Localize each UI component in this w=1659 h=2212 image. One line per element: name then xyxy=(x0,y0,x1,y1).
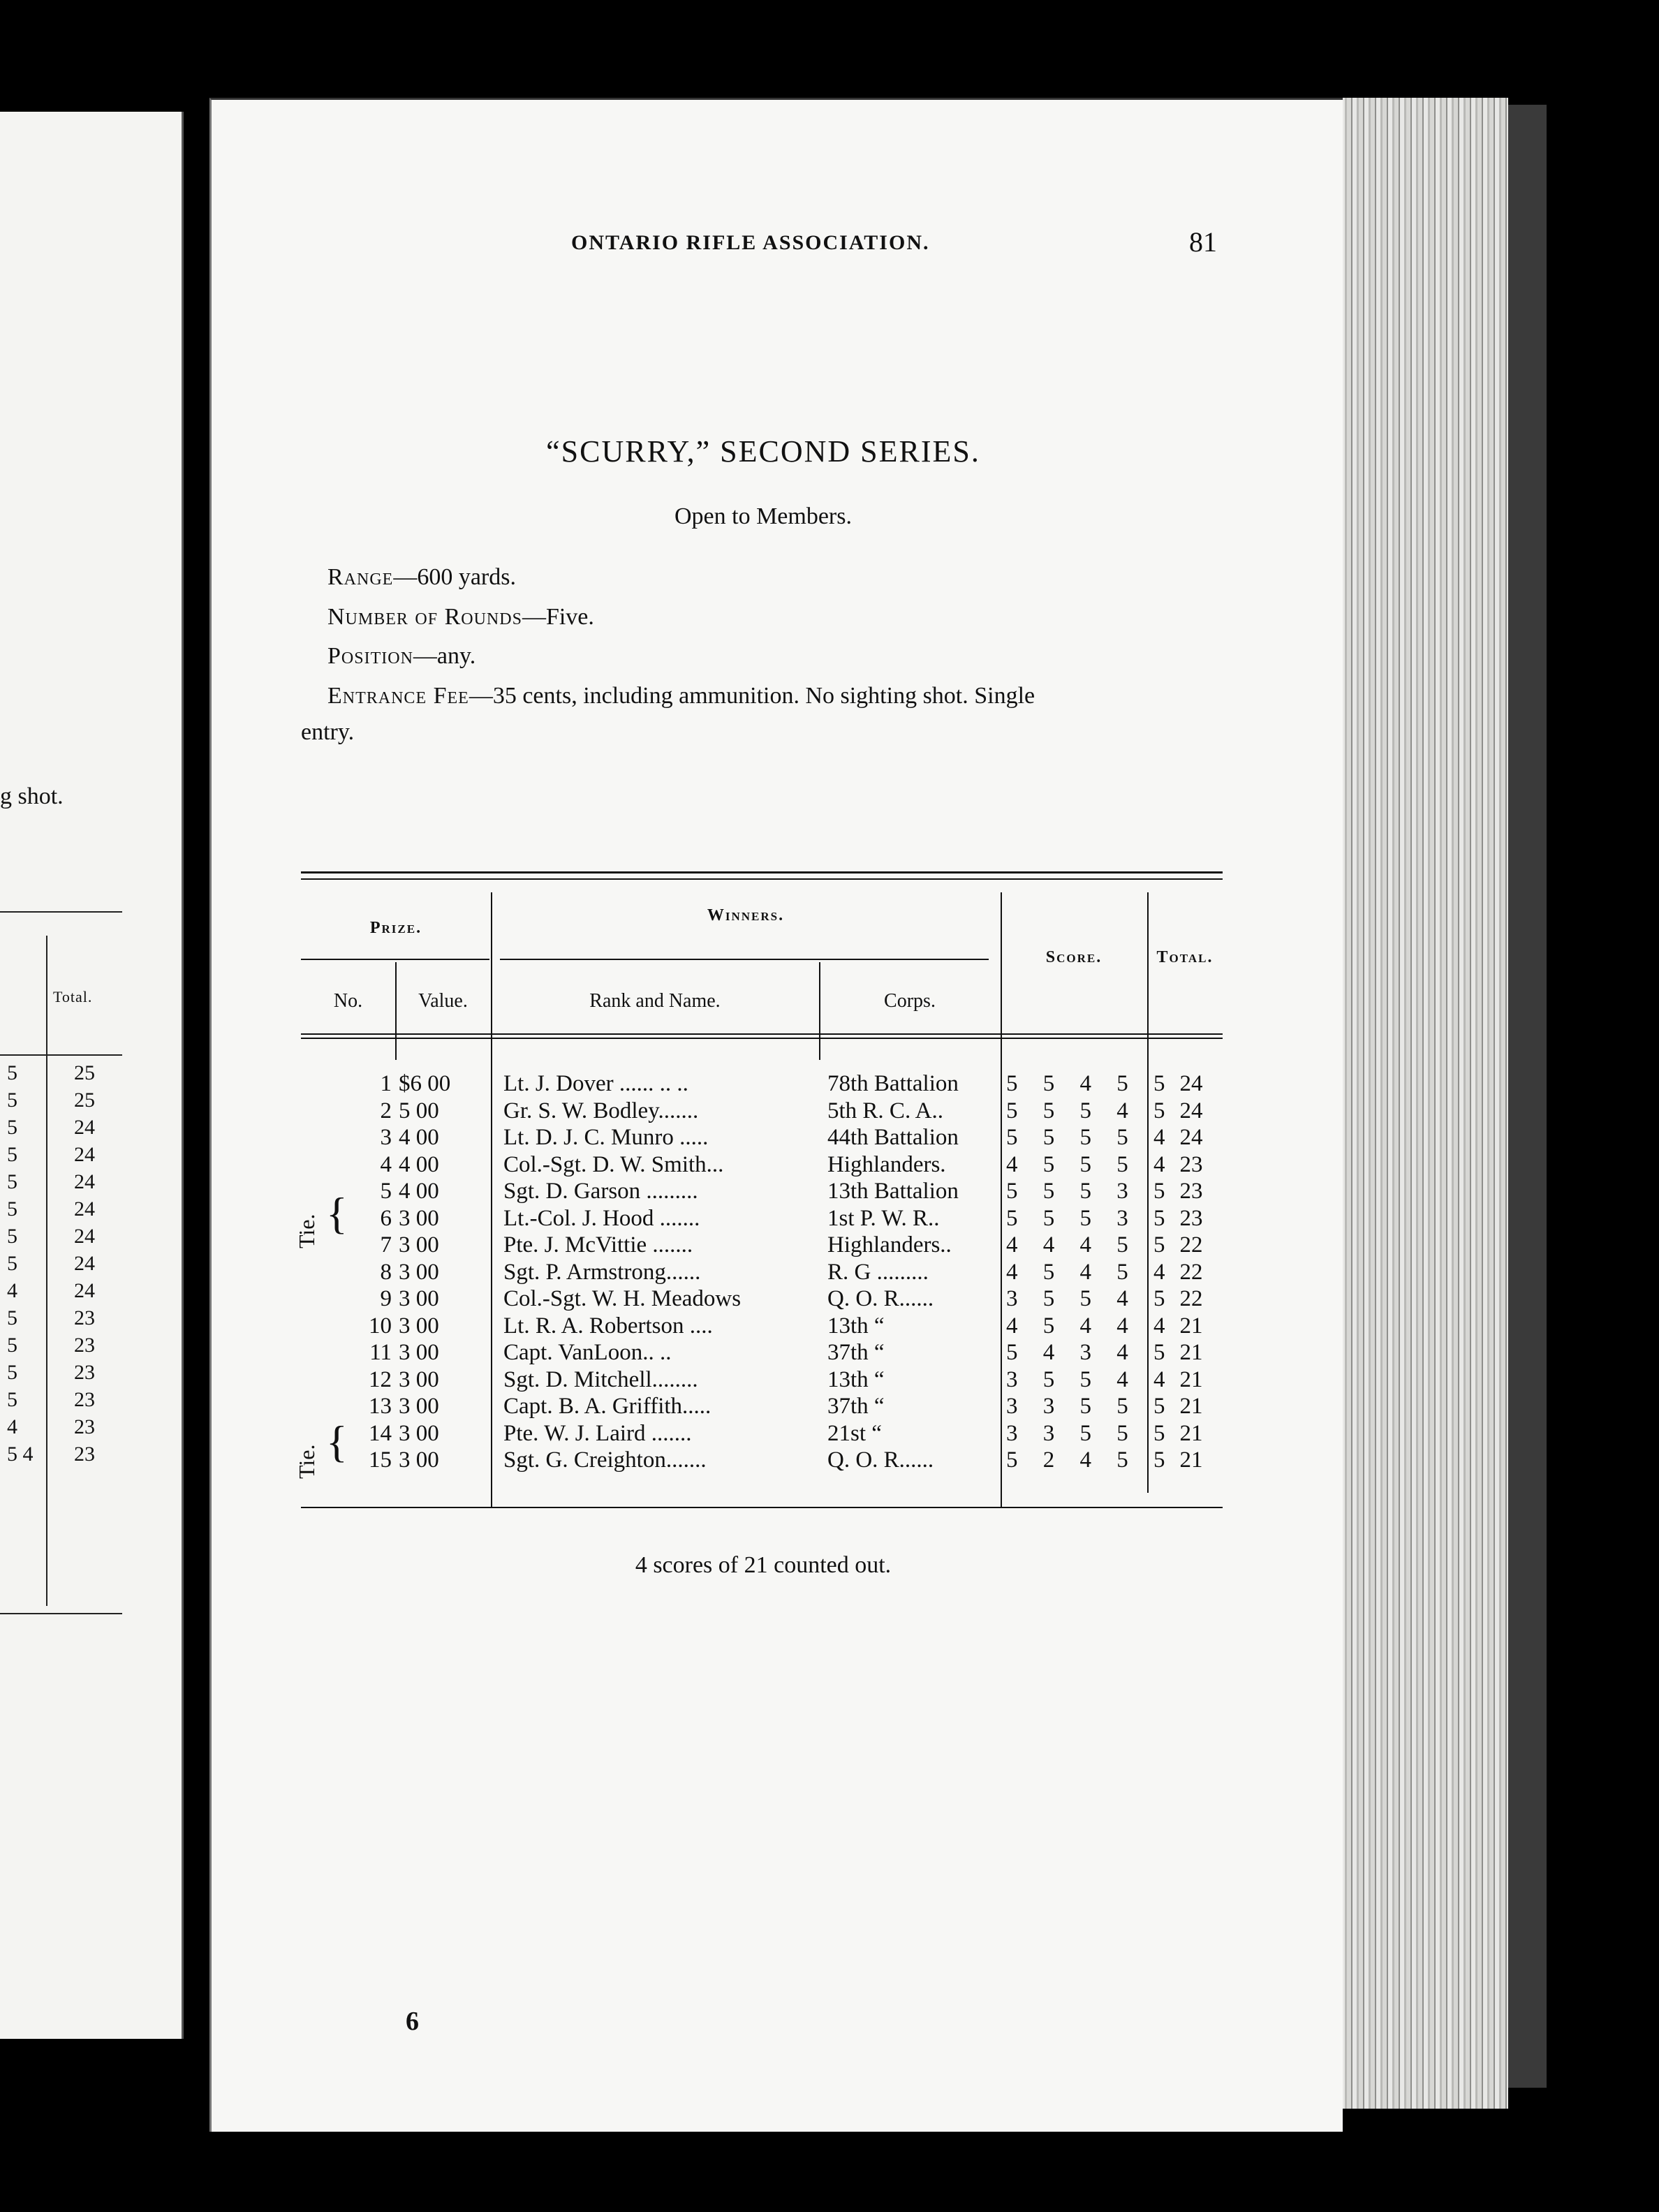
row-name: Lt. R. A. Robertson .... xyxy=(503,1313,713,1339)
row-name: Col.-Sgt. D. W. Smith... xyxy=(503,1151,724,1177)
table-bottom-rule xyxy=(301,1507,1223,1508)
left-page-total: 24 xyxy=(74,1116,95,1139)
entrance-continuation: entry. xyxy=(301,719,355,745)
row-no: 7 xyxy=(380,1232,392,1258)
table-top-rule xyxy=(301,871,1223,873)
row-value: 5 00 xyxy=(399,1098,439,1123)
row-value: 4 00 xyxy=(399,1125,439,1150)
left-page-score: 5 xyxy=(7,1170,17,1193)
left-page-total: 24 xyxy=(74,1143,95,1166)
left-page-total: 24 xyxy=(74,1279,95,1302)
row-value: 3 00 xyxy=(399,1286,439,1311)
left-page-row xyxy=(7,1170,119,1197)
left-page-row xyxy=(7,1415,119,1442)
left-page-score: 5 xyxy=(7,1334,17,1357)
row-name: Sgt. G. Creighton....... xyxy=(503,1447,707,1473)
left-page-row xyxy=(7,1361,119,1387)
row-value: 4 00 xyxy=(399,1179,439,1204)
left-page-score: 5 xyxy=(7,1361,17,1384)
row-no: 12 xyxy=(369,1366,392,1392)
entrance-line xyxy=(327,683,1035,709)
row-total: 23 xyxy=(1179,1205,1203,1231)
rounds-label: Number of Rounds xyxy=(327,604,522,630)
range-line xyxy=(327,564,516,591)
header-bottom-rule xyxy=(301,1038,1223,1039)
row-total: 22 xyxy=(1179,1232,1203,1258)
left-page-rule xyxy=(0,1613,122,1614)
left-page-row xyxy=(7,1089,119,1115)
left-page-total: 25 xyxy=(74,1061,95,1084)
row-score: 5 5 5 3 5 xyxy=(1006,1205,1175,1231)
left-page-total: 24 xyxy=(74,1170,95,1193)
row-total: 22 xyxy=(1179,1259,1203,1285)
left-page-total: 24 xyxy=(74,1225,95,1248)
entrance-label: Entrance Fee xyxy=(327,683,469,709)
left-page-score: 5 xyxy=(7,1252,17,1275)
position-line xyxy=(327,643,475,670)
left-page-row xyxy=(7,1061,119,1088)
row-total: 21 xyxy=(1179,1313,1203,1339)
left-page-total: 23 xyxy=(74,1388,95,1411)
left-page-total: 24 xyxy=(74,1197,95,1221)
left-page-score: 5 xyxy=(7,1089,17,1112)
left-page-total: 25 xyxy=(74,1089,95,1112)
left-facing-page xyxy=(0,112,184,2039)
row-corps: 13th “ xyxy=(827,1313,885,1339)
row-value: 3 00 xyxy=(399,1394,439,1419)
row-no: 4 xyxy=(380,1151,392,1177)
match-title: “SCURRY,” SECOND SERIES. xyxy=(546,434,980,469)
left-page-score: 4 xyxy=(7,1279,17,1302)
table-top-rule xyxy=(301,878,1223,880)
left-page-score: 4 xyxy=(7,1415,17,1438)
tie-label: Tie. xyxy=(294,1444,319,1479)
row-no: 9 xyxy=(380,1286,392,1311)
header-rule xyxy=(301,959,489,960)
row-corps: 13th Battalion xyxy=(827,1179,959,1204)
range-label: Range xyxy=(327,564,394,590)
row-corps: 78th Battalion xyxy=(827,1071,959,1096)
row-total: 21 xyxy=(1179,1394,1203,1419)
value-header: Value. xyxy=(418,990,468,1012)
row-corps: 1st P. W. R.. xyxy=(827,1205,940,1231)
match-subtitle: Open to Members. xyxy=(674,503,852,529)
row-value: 3 00 xyxy=(399,1205,439,1231)
row-score: 5 5 5 5 4 xyxy=(1006,1125,1175,1150)
left-page-score: 5 xyxy=(7,1388,17,1411)
row-score: 3 5 5 4 4 xyxy=(1006,1366,1175,1392)
row-total: 22 xyxy=(1179,1286,1203,1311)
row-name: Pte. W. J. Laird ....... xyxy=(503,1420,692,1446)
row-score: 3 3 5 5 5 xyxy=(1006,1394,1175,1419)
row-total: 23 xyxy=(1179,1151,1203,1177)
rounds-line xyxy=(327,604,594,631)
total-header: Total. xyxy=(1156,948,1214,966)
row-score: 3 3 5 5 5 xyxy=(1006,1420,1175,1446)
left-page-rule xyxy=(0,911,122,913)
left-page-score: 5 xyxy=(7,1061,17,1084)
prize-header: Prize. xyxy=(369,919,422,937)
row-score: 5 4 3 4 5 xyxy=(1006,1340,1175,1365)
left-page-row xyxy=(7,1388,119,1415)
row-score: 4 5 5 5 4 xyxy=(1006,1151,1175,1177)
prize-list-table xyxy=(294,774,1223,1521)
left-page-row xyxy=(7,1279,119,1306)
left-page-rule xyxy=(0,1054,122,1056)
row-value: $6 00 xyxy=(399,1071,451,1096)
position-value: —any. xyxy=(413,643,476,669)
row-no: 8 xyxy=(380,1259,392,1285)
left-page-row xyxy=(7,1252,119,1278)
row-total: 24 xyxy=(1179,1098,1203,1123)
row-name: Lt.-Col. J. Hood ....... xyxy=(503,1205,700,1231)
left-page-score: 5 xyxy=(7,1306,17,1329)
signature-mark: 6 xyxy=(406,2007,419,2036)
row-score: 5 5 4 5 5 xyxy=(1006,1071,1175,1096)
left-page-row xyxy=(7,1116,119,1142)
row-no: 13 xyxy=(369,1394,392,1419)
row-corps: Q. O. R...... xyxy=(827,1286,934,1311)
row-no: 15 xyxy=(369,1447,392,1473)
left-page-fragment: g shot. xyxy=(0,783,64,809)
row-no: 5 xyxy=(380,1179,392,1204)
row-score: 5 5 5 4 5 xyxy=(1006,1098,1175,1123)
left-page-row xyxy=(7,1334,119,1360)
row-name: Col.-Sgt. W. H. Meadows xyxy=(503,1286,742,1311)
rank-name-header: Rank and Name. xyxy=(589,990,721,1012)
left-page-total: 23 xyxy=(74,1361,95,1384)
row-total: 23 xyxy=(1179,1179,1203,1204)
left-page-row xyxy=(7,1306,119,1333)
row-value: 3 00 xyxy=(399,1259,439,1285)
row-no: 2 xyxy=(380,1098,392,1123)
left-page-total: 23 xyxy=(74,1443,95,1466)
left-page-row xyxy=(7,1143,119,1170)
row-name: Sgt. D. Mitchell........ xyxy=(503,1366,698,1392)
book-page-edges xyxy=(1341,98,1508,2109)
left-page-score: 5 xyxy=(7,1197,17,1221)
row-value: 3 00 xyxy=(399,1420,439,1446)
left-page-total: 24 xyxy=(74,1252,95,1275)
row-corps: 21st “ xyxy=(827,1420,882,1446)
tie-brace: { xyxy=(326,1417,348,1466)
row-value: 3 00 xyxy=(399,1340,439,1365)
left-page-row xyxy=(7,1443,119,1469)
running-head: ONTARIO RIFLE ASSOCIATION. xyxy=(571,231,930,254)
row-total: 21 xyxy=(1179,1340,1203,1365)
row-no: 1 xyxy=(380,1071,392,1096)
row-score: 4 5 4 4 4 xyxy=(1006,1313,1175,1339)
winners-header: Winners. xyxy=(707,906,785,924)
position-label: Position xyxy=(327,643,413,669)
score-header: Score. xyxy=(1045,948,1103,966)
row-name: Sgt. D. Garson ......... xyxy=(503,1179,698,1204)
row-corps: Q. O. R...... xyxy=(827,1447,934,1473)
row-value: 3 00 xyxy=(399,1366,439,1392)
column-rule xyxy=(491,892,492,1507)
row-total: 24 xyxy=(1179,1125,1203,1150)
row-corps: 13th “ xyxy=(827,1366,885,1392)
row-score: 5 2 4 5 5 xyxy=(1006,1447,1175,1473)
range-value: —600 yards. xyxy=(393,564,516,590)
header-rule xyxy=(500,959,989,960)
row-name: Capt. VanLoon.. .. xyxy=(503,1340,672,1365)
row-name: Capt. B. A. Griffith..... xyxy=(503,1394,711,1419)
left-page-score: 5 xyxy=(7,1143,17,1166)
row-total: 21 xyxy=(1179,1447,1203,1473)
row-corps: R. G ......... xyxy=(827,1259,929,1285)
left-page-row xyxy=(7,1197,119,1224)
tie-label: Tie. xyxy=(294,1214,319,1248)
corps-header: Corps. xyxy=(884,990,936,1012)
left-page-score: 5 xyxy=(7,1116,17,1139)
row-no: 10 xyxy=(369,1313,392,1339)
no-header: No. xyxy=(333,990,363,1012)
row-score: 5 5 5 3 5 xyxy=(1006,1179,1175,1204)
row-score: 3 5 5 4 5 xyxy=(1006,1286,1175,1311)
row-name: Sgt. P. Armstrong...... xyxy=(503,1259,701,1285)
book-cover-edge xyxy=(1508,105,1547,2088)
entrance-value: —35 cents, including ammunition. No sighting shot. Single xyxy=(469,683,1035,709)
left-page-score: 5 4 xyxy=(7,1443,34,1466)
left-page-total: 23 xyxy=(74,1415,95,1438)
left-page-total: 23 xyxy=(74,1334,95,1357)
row-corps: 5th R. C. A.. xyxy=(827,1098,943,1123)
book-page-81 xyxy=(209,98,1343,2132)
row-corps: 44th Battalion xyxy=(827,1125,959,1150)
row-total: 21 xyxy=(1179,1366,1203,1392)
row-value: 4 00 xyxy=(399,1151,439,1177)
row-name: Lt. J. Dover ...... .. .. xyxy=(503,1071,688,1096)
row-no: 3 xyxy=(380,1125,392,1150)
row-total: 24 xyxy=(1179,1071,1203,1096)
row-no: 6 xyxy=(380,1205,392,1231)
row-score: 4 5 4 5 4 xyxy=(1006,1259,1175,1285)
page-number: 81 xyxy=(1189,226,1217,258)
row-value: 3 00 xyxy=(399,1232,439,1258)
tie-brace: { xyxy=(326,1188,348,1238)
left-page-total: 23 xyxy=(74,1306,95,1329)
row-score: 4 4 4 5 5 xyxy=(1006,1232,1175,1258)
row-corps: Highlanders. xyxy=(827,1151,946,1177)
left-page-row xyxy=(7,1225,119,1251)
row-corps: 37th “ xyxy=(827,1340,885,1365)
row-value: 3 00 xyxy=(399,1313,439,1339)
row-corps: 37th “ xyxy=(827,1394,885,1419)
footnote: 4 scores of 21 counted out. xyxy=(635,1552,892,1578)
row-no: 11 xyxy=(369,1340,392,1365)
row-name: Pte. J. McVittie ....... xyxy=(503,1232,693,1258)
header-bottom-rule xyxy=(301,1033,1223,1035)
row-name: Gr. S. W. Bodley....... xyxy=(503,1098,699,1123)
left-page-total-header: Total. xyxy=(53,988,93,1005)
left-page-score: 5 xyxy=(7,1225,17,1248)
row-name: Lt. D. J. C. Munro ..... xyxy=(503,1125,709,1150)
row-value: 3 00 xyxy=(399,1447,439,1473)
row-total: 21 xyxy=(1179,1420,1203,1446)
rounds-value: —Five. xyxy=(522,604,594,630)
row-no: 14 xyxy=(369,1420,392,1446)
row-corps: Highlanders.. xyxy=(827,1232,952,1258)
